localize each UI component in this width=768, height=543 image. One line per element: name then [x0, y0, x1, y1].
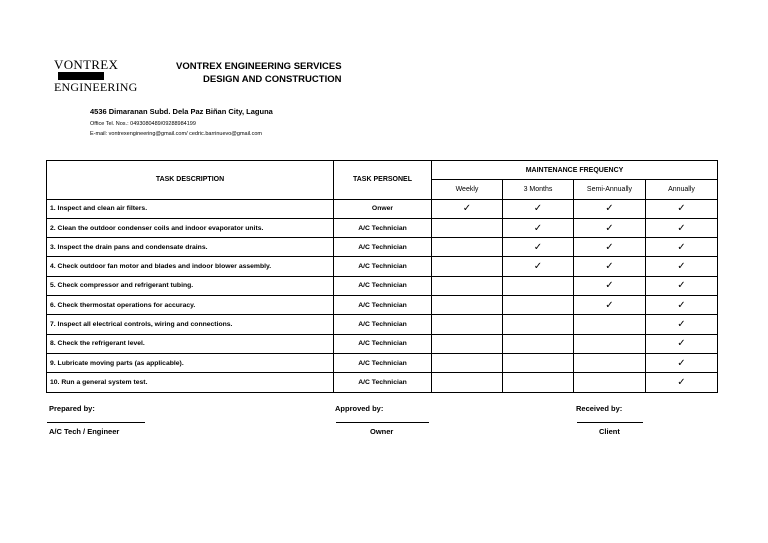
check-mark-icon: ✓ — [677, 280, 686, 292]
approved-by-label: Approved by: — [335, 404, 384, 413]
frequency-cell-semi-annually — [574, 199, 646, 218]
table-row — [47, 238, 718, 257]
frequency-cell-3-months — [503, 257, 574, 276]
frequency-cell-annually — [646, 315, 718, 334]
task-personel-cell: A/C Technician — [334, 373, 432, 392]
received-role: Client — [599, 427, 620, 436]
table-row — [47, 334, 718, 353]
check-mark-icon: ✓ — [677, 261, 686, 273]
frequency-cell-weekly — [432, 257, 503, 276]
frequency-cell-semi-annually — [574, 315, 646, 334]
table-row — [47, 276, 718, 295]
task-description-cell: 8. Check the refrigerant level. — [47, 334, 334, 353]
header-annually: Annually — [646, 180, 718, 199]
check-mark-icon: ✓ — [677, 241, 686, 253]
frequency-cell-annually — [646, 373, 718, 392]
frequency-cell-semi-annually — [574, 334, 646, 353]
frequency-cell-annually — [646, 296, 718, 315]
check-mark-icon: ✓ — [533, 241, 543, 253]
task-personel-cell: A/C Technician — [334, 334, 432, 353]
table-row — [47, 218, 718, 237]
company-logo — [54, 58, 146, 93]
prepared-signature-line — [47, 422, 145, 423]
task-personel-cell: Onwer — [334, 199, 432, 218]
approved-role: Owner — [370, 427, 394, 436]
prepared-by-label: Prepared by: — [49, 404, 95, 413]
table-row — [47, 373, 718, 392]
check-mark-icon: ✓ — [533, 203, 543, 215]
check-mark-icon: ✓ — [677, 338, 686, 350]
frequency-cell-annually — [646, 238, 718, 257]
frequency-cell-annually — [646, 276, 718, 295]
frequency-cell-semi-annually — [574, 296, 646, 315]
frequency-cell-3-months — [503, 315, 574, 334]
frequency-cell-weekly — [432, 373, 503, 392]
header-task-description: TASK DESCRIPTION — [47, 161, 334, 200]
task-personel-cell: A/C Technician — [334, 296, 432, 315]
task-description-cell: 3. Inspect the drain pans and condensate drains. — [47, 238, 334, 257]
email-line: E-mail: vontrexengineering@gmail.com/ cedric.barrinuevo@gmail.com — [90, 131, 262, 137]
check-mark-icon: ✓ — [605, 261, 614, 273]
check-mark-icon: ✓ — [605, 241, 614, 253]
check-mark-icon: ✓ — [533, 261, 543, 273]
header-3-months: 3 Months — [503, 180, 574, 199]
frequency-cell-semi-annually — [574, 257, 646, 276]
task-personel-cell: A/C Technician — [334, 353, 432, 372]
task-personel-cell: A/C Technician — [334, 315, 432, 334]
table-row — [47, 257, 718, 276]
header-weekly: Weekly — [432, 180, 503, 199]
frequency-cell-3-months — [503, 238, 574, 257]
frequency-cell-weekly — [432, 199, 503, 218]
received-by-label: Received by: — [576, 404, 623, 413]
frequency-cell-3-months — [503, 334, 574, 353]
task-description-cell: 7. Inspect all electrical controls, wiring and connections. — [47, 315, 334, 334]
frequency-cell-weekly — [432, 218, 503, 237]
check-mark-icon: ✓ — [677, 319, 686, 331]
table-row — [47, 315, 718, 334]
task-description-cell: 9. Lubricate moving parts (as applicable). — [47, 353, 334, 372]
frequency-cell-3-months — [503, 296, 574, 315]
table-row — [47, 353, 718, 372]
frequency-cell-annually — [646, 257, 718, 276]
frequency-cell-annually — [646, 199, 718, 218]
frequency-cell-semi-annually — [574, 276, 646, 295]
task-personel-cell: A/C Technician — [334, 238, 432, 257]
frequency-cell-annually — [646, 218, 718, 237]
frequency-cell-weekly — [432, 276, 503, 295]
check-mark-icon: ✓ — [677, 357, 686, 369]
check-mark-icon: ✓ — [605, 280, 614, 292]
table-row — [47, 199, 718, 218]
office-tel: Office Tel. Nos.: 0493080489/09288984199 — [90, 121, 196, 127]
task-personel-cell: A/C Technician — [334, 257, 432, 276]
company-tagline: DESIGN AND CONSTRUCTION — [203, 74, 342, 85]
task-description-cell: 4. Check outdoor fan motor and blades and indoor blower assembly. — [47, 257, 334, 276]
frequency-cell-semi-annually — [574, 353, 646, 372]
frequency-cell-semi-annually — [574, 238, 646, 257]
frequency-cell-weekly — [432, 315, 503, 334]
frequency-cell-semi-annually — [574, 218, 646, 237]
task-description-cell: 5. Check compressor and refrigerant tubing. — [47, 276, 334, 295]
header-task-personel: TASK PERSONEL — [334, 161, 432, 200]
header-maintenance-frequency: MAINTENANCE FREQUENCY — [432, 161, 718, 180]
check-mark-icon: ✓ — [533, 222, 543, 234]
company-header — [176, 60, 342, 86]
frequency-cell-3-months — [503, 199, 574, 218]
check-mark-icon: ✓ — [677, 203, 686, 215]
contact-info — [90, 119, 262, 139]
frequency-cell-semi-annually — [574, 373, 646, 392]
check-mark-icon: ✓ — [462, 203, 472, 215]
maintenance-table — [46, 160, 718, 393]
frequency-cell-3-months — [503, 353, 574, 372]
task-personel-cell: A/C Technician — [334, 276, 432, 295]
check-mark-icon: ✓ — [677, 376, 686, 388]
prepared-role: A/C Tech / Engineer — [49, 427, 120, 436]
check-mark-icon: ✓ — [677, 222, 686, 234]
frequency-cell-weekly — [432, 353, 503, 372]
check-mark-icon: ✓ — [605, 203, 614, 215]
logo-word-top: VONTREX — [54, 57, 119, 72]
task-personel-cell: A/C Technician — [334, 218, 432, 237]
frequency-cell-annually — [646, 353, 718, 372]
task-description-cell: 6. Check thermostat operations for accuracy. — [47, 296, 334, 315]
table-row — [47, 296, 718, 315]
frequency-cell-weekly — [432, 334, 503, 353]
check-mark-icon: ✓ — [605, 222, 614, 234]
frequency-cell-annually — [646, 334, 718, 353]
check-mark-icon: ✓ — [605, 299, 614, 311]
approved-signature-line — [336, 422, 429, 423]
company-address: 4536 Dimaranan Subd. Dela Paz Biñan City, Laguna — [90, 107, 273, 116]
logo-bar — [58, 72, 104, 80]
frequency-cell-weekly — [432, 238, 503, 257]
check-mark-icon: ✓ — [677, 299, 686, 311]
logo-word-bottom: ENGINEERING — [54, 80, 138, 94]
frequency-cell-3-months — [503, 218, 574, 237]
company-name: VONTREX ENGINEERING SERVICES — [176, 61, 342, 72]
task-description-cell: 2. Clean the outdoor condenser coils and indoor evaporator units. — [47, 218, 334, 237]
frequency-cell-weekly — [432, 296, 503, 315]
frequency-cell-3-months — [503, 373, 574, 392]
task-description-cell: 10. Run a general system test. — [47, 373, 334, 392]
frequency-cell-3-months — [503, 276, 574, 295]
received-signature-line — [577, 422, 643, 423]
header-semi-annually: Semi-Annually — [574, 180, 646, 199]
task-description-cell: 1. Inspect and clean air filters. — [47, 199, 334, 218]
